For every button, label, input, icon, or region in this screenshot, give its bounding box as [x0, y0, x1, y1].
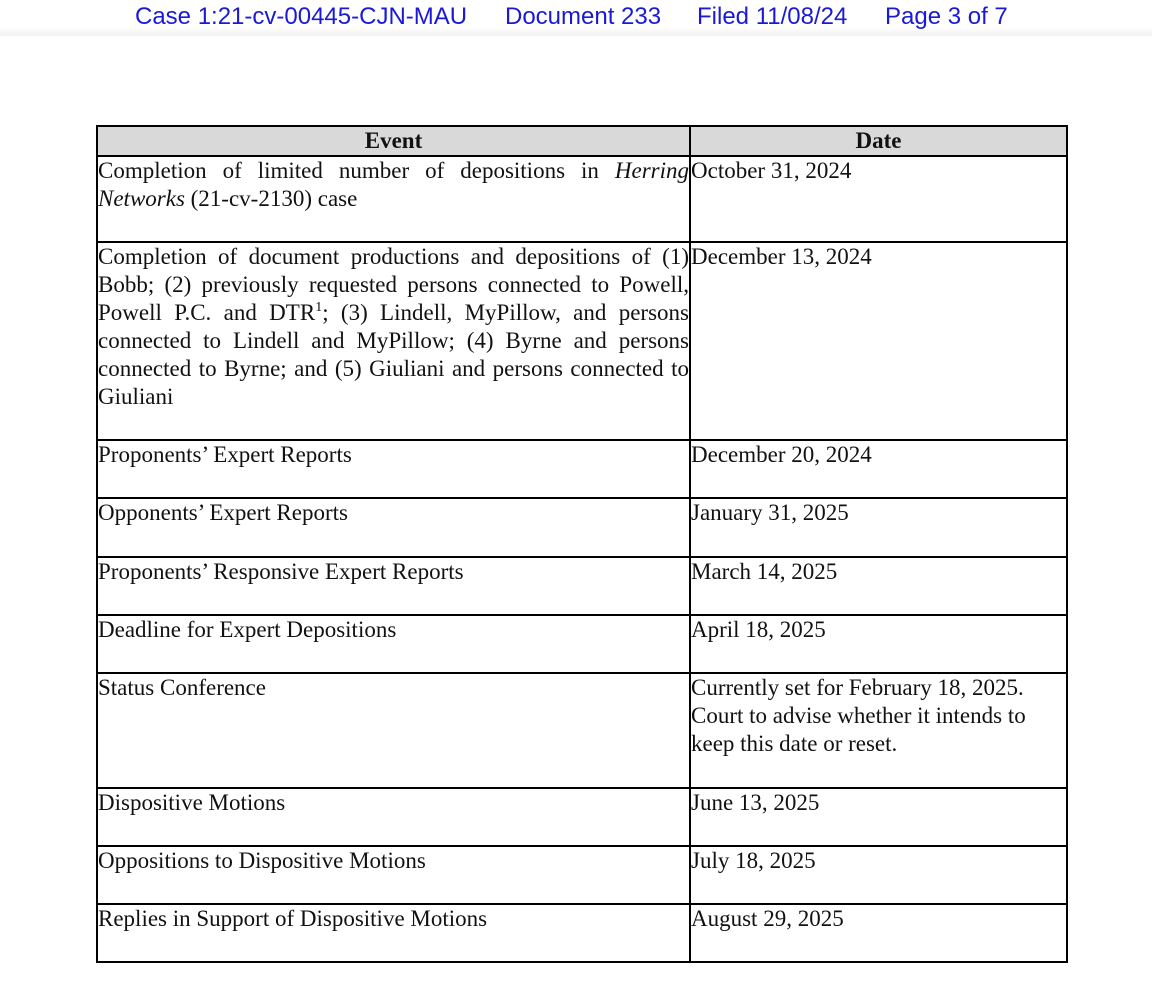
filed-date: Filed 11/08/24: [697, 3, 848, 30]
event-text: Completion of document productions and depositions of (1) Bobb; (2) previously requested persons connected to Powell, Powell P.C. and DTR: [98, 244, 689, 325]
date-cell: January 31, 2025: [690, 498, 1067, 557]
event-text: (21-cv-2130) case: [184, 186, 358, 211]
event-cell: Proponents’ Expert Reports: [97, 440, 690, 498]
table-row: [97, 673, 1067, 788]
event-cell: Proponents’ Responsive Expert Reports: [97, 557, 690, 615]
event-case-name: Herring Networks: [98, 158, 689, 211]
date-cell: April 18, 2025: [690, 615, 1067, 673]
date-cell: August 29, 2025: [690, 904, 1067, 962]
event-cell: Deadline for Expert Depositions: [97, 615, 690, 673]
table-row: [97, 846, 1067, 904]
date-cell: July 18, 2025: [690, 846, 1067, 904]
column-header-event: Event: [97, 126, 690, 156]
date-cell: March 14, 2025: [690, 557, 1067, 615]
event-cell: Status Conference: [97, 673, 690, 788]
document-number: Document 233: [505, 3, 662, 30]
table-row: [97, 156, 1067, 242]
event-text: Completion of limited number of depositions in: [98, 158, 615, 183]
schedule-table: [96, 125, 1068, 963]
table-row: [97, 242, 1067, 440]
event-cell: Oppositions to Dispositive Motions: [97, 846, 690, 904]
table-row: [97, 615, 1067, 673]
event-cell: [97, 242, 690, 440]
event-cell: Opponents’ Expert Reports: [97, 498, 690, 557]
table-row: [97, 788, 1067, 846]
table-header-row: [97, 126, 1067, 156]
table-row: [97, 904, 1067, 962]
date-cell: October 31, 2024: [690, 156, 1067, 242]
table-row: [97, 498, 1067, 557]
table-row: [97, 440, 1067, 498]
table-row: [97, 557, 1067, 615]
event-cell: Replies in Support of Dispositive Motions: [97, 904, 690, 962]
date-cell: December 20, 2024: [690, 440, 1067, 498]
event-cell: Dispositive Motions: [97, 788, 690, 846]
event-cell: [97, 156, 690, 242]
page-number: Page 3 of 7: [885, 3, 1008, 30]
date-cell: June 13, 2025: [690, 788, 1067, 846]
ecf-filing-header: [0, 0, 1152, 36]
column-header-date: Date: [690, 126, 1067, 156]
date-cell: December 13, 2024: [690, 242, 1067, 440]
date-cell: Currently set for February 18, 2025. Court to advise whether it intends to keep this date or reset.: [690, 673, 1067, 788]
case-number: Case 1:21-cv-00445-CJN-MAU: [135, 3, 468, 30]
event-text: ; (3) Lindell, MyPillow, and persons connected to Lindell and MyPillow; (4) Byrne and persons connected to Byrne; and (5) Giuliani and persons connected to Giuliani: [98, 300, 689, 409]
footnote-marker: 1: [315, 300, 323, 315]
